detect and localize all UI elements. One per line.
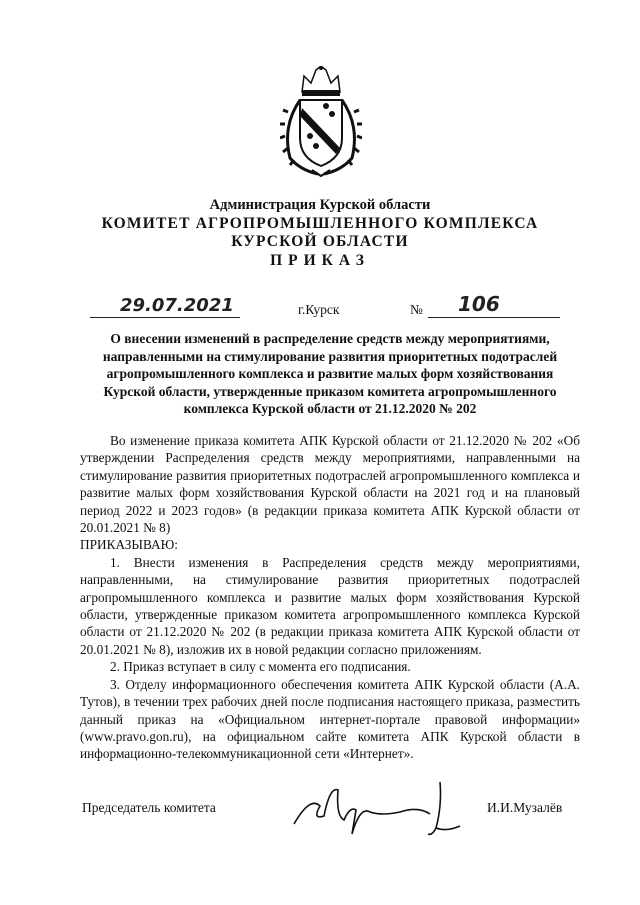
signatory-name: И.И.Музалёв [487,800,563,815]
order-item-2: 2. Приказ вступает в силу с момента его подписания. [110,659,411,675]
order-date: 29.07.2021 [120,295,234,316]
preamble-paragraph: Во изменение приказа комитета АПК Курской области от 21.12.2020 № 202 «Об утверждении Распределения средств между мероприятиями, направленными на стимулирование развития приоритетных подотраслей агропромышленного комплекса и развитие малых форм хозяйствования Курской области на 2021 год и на плановый период 2022 и 2023 годов» (в редакции приказа комитета АПК Курской области от 20.01.2021 № 8) [80,433,580,536]
committee-title-line1: КОМИТЕТ АГРОПРОМЫШЛЕННОГО КОМПЛЕКСА [101,215,539,232]
date-underline [90,317,240,318]
handwritten-signature [290,776,465,842]
number-underline [428,317,560,318]
order-item-3: 3. Отделу информационного обеспечения комитета АПК Курской области (А.А. Тутов), в течении трех рабочих дней после подписания настоящего приказа, разместить данный приказ на «Официальном интернет-портале правовой информации» (www.pravo.gon.ru), на официальном сайте комитета АПК Курской области в информационно-телекоммуникационной сети «Интернет». [80,676,580,762]
number-sign: № [410,302,423,317]
document-body [80,432,580,763]
coat-of-arms-emblem [280,66,362,178]
order-word: ПРИКАЗЫВАЮ: [80,537,178,553]
order-item-1: 1. Внести изменения в Распределения средств между мероприятиями, направленными, на стимулирование развития приоритетных подотраслей агропромышленного комплекса и развитие малых форм хозяйствования Курской области, утвержденные приказом комитета агропромышленного комплекса Курской области от 21.12.2020 № 202 (в редакции приказа комитета АПК Курской области от 20.01.2021 № 8), изложив их в новой редакции согласно приложениям. [80,554,580,657]
committee-title-line2: КУРСКОЙ ОБЛАСТИ [231,233,409,250]
administration-title: Администрация Курской области [209,197,431,213]
order-number: 106 [458,292,500,316]
signatory-position: Председатель комитета [82,800,216,815]
document-subject-title: О внесении изменений в распределение средств между мероприятиями, направленными на стимулирование развития приоритетных подотраслей агропромышленного комплекса и развитие малых форм хозяйствования Курской области, утвержденные приказом комитета агропромышленного комплекса Курской области от 21.12.2020 № 202 [102,331,558,417]
order-city: г.Курск [298,302,340,317]
document-type: ПРИКАЗ [270,252,370,269]
